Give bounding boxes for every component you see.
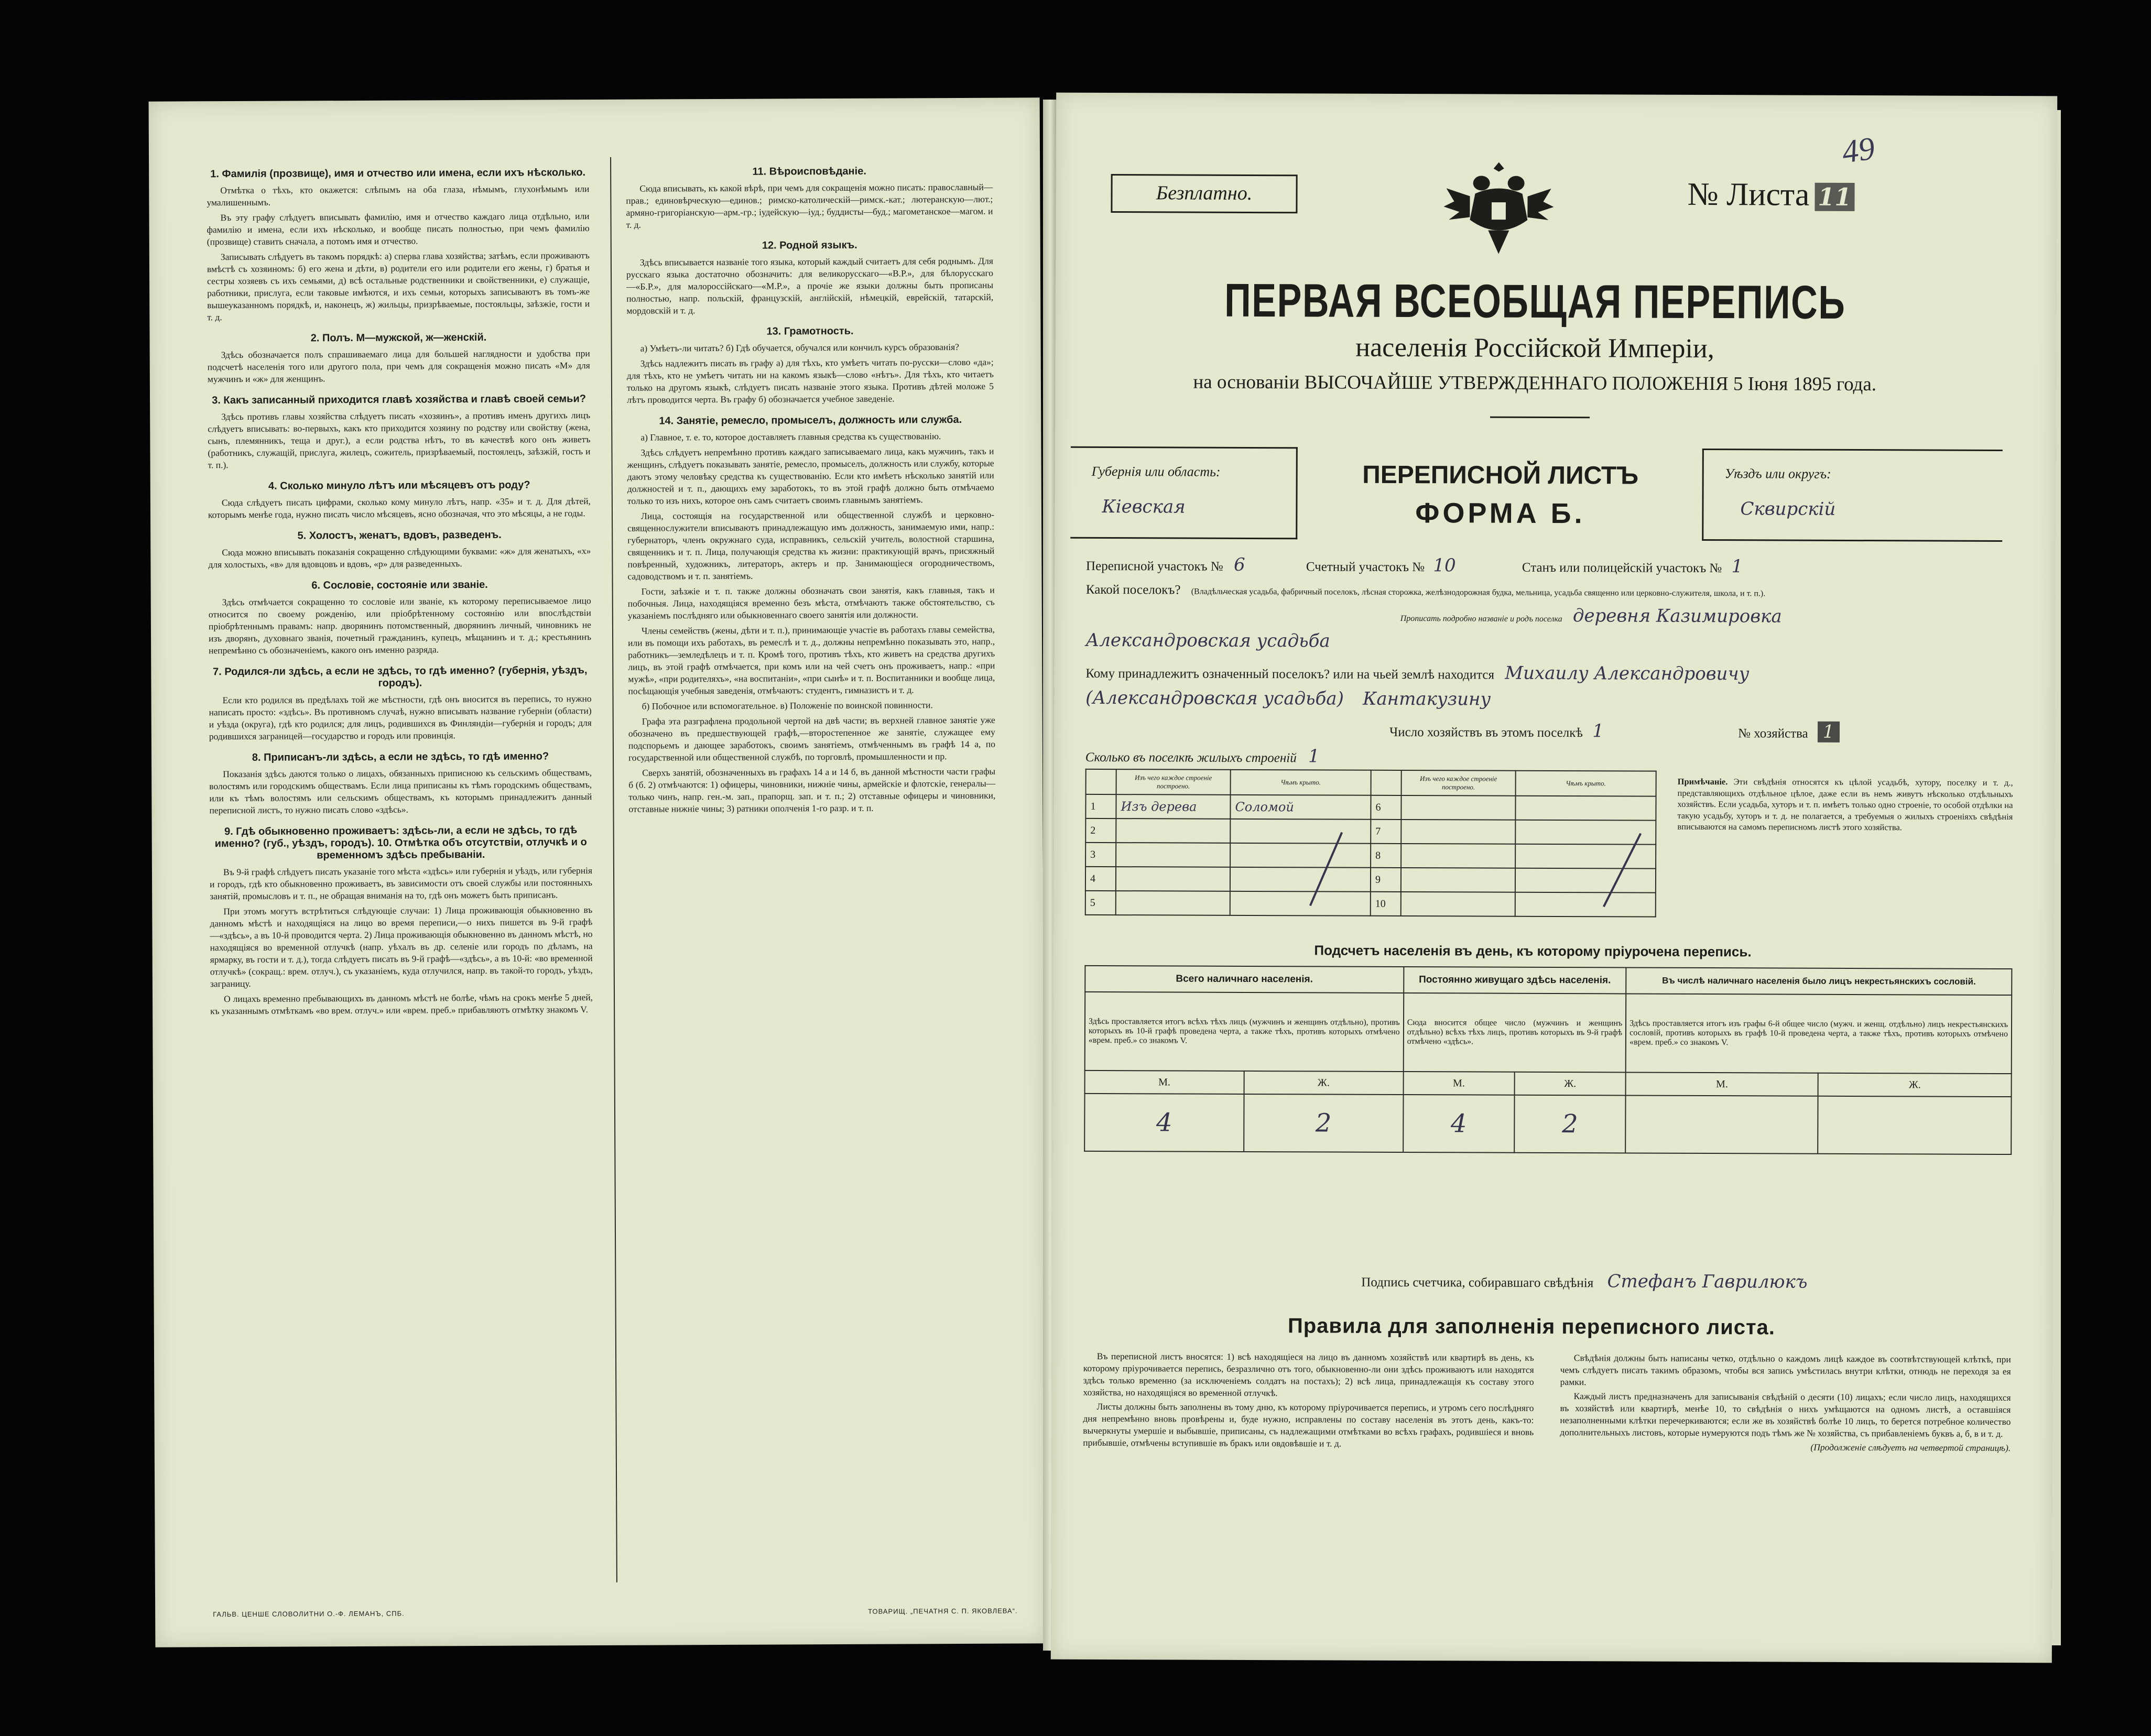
double-headed-eagle-icon [1443, 151, 1554, 257]
instruction-paragraph: Графа эта разграфлена продольной чертой на двѣ части; въ верхней главное занятіе уже обозначено въ предшествующей графѣ,—второстепенное же занятіе, служащее ему подспорьемъ и дающее заработокъ, своимъ занятіемъ, отмѣченнымъ въ графѣ 14 а, по государственной или общественной службѣ, по торговлѣ, промышленности и пр. [628, 714, 995, 763]
section-heading: 1. Фамилія (прозвище), имя и отчество или имена, если ихъ нѣсколько. [210, 167, 586, 180]
instruction-paragraph: а) Умѣетъ-ли читать? б) Гдѣ обучается, обучался или кончилъ курсъ образованія? [640, 341, 959, 354]
right-page-census-form [1051, 93, 2057, 1663]
row-number: 6 [1371, 795, 1401, 820]
instruction-paragraph: Члены семействъ (жены, дѣти и т. п.), принимающіе участіе въ работахъ главы семейства, или въ помощи ихъ работахъ, въ ремеслѣ и т. д., должны непремѣнно показывать это, напр., работникъ—земледѣлецъ и т. п. Кромѣ того, противъ тѣхъ, кто живетъ на средства другихъ лицъ, въ этой графѣ отмѣчается, при комъ или на чей счетъ онъ проживаетъ, напр.: «при мужѣ», «при родителяхъ», «на воспитаніи», «при сынѣ» и т. п. Воспитанники и вообще лица, посѣщающія учебныя заведенія, отмѣчаютъ: студентъ, гимназистъ и т. д. [628, 624, 995, 696]
census-subtitle: населенія Россійской Имперіи, [1355, 332, 1714, 364]
left-column-2 [626, 156, 995, 818]
households-value: 1 [1592, 720, 1604, 742]
row-number: 5 [1085, 891, 1116, 915]
buildings-header-material-2: Изъ чего каждое строеніе построено. [1402, 770, 1516, 796]
non-peasant-male-count [1625, 1095, 1818, 1153]
resident-female-count: 2 [1514, 1095, 1626, 1153]
signature-label: Подпись счетчика, собиравшаго свѣдѣнія [1361, 1275, 1594, 1291]
owner-label: Кому принадлежитъ означенный поселокъ? или на чьей землѣ находится [1085, 666, 1495, 682]
instruction-paragraph: Здѣсь обозначается полъ спрашиваемаго лица для большей наглядности и удобства при подсчетѣ населенія того или другого пола, при чемъ для сокращенія можно писать «М» для мужчинъ и «ж» для женщинъ. [207, 348, 590, 385]
settlement-value-2: Александровская усадьба [1085, 629, 1330, 652]
left-page-instructions [149, 97, 1047, 1647]
female-header: Ж. [1818, 1073, 2012, 1097]
male-header: М. [1085, 1071, 1244, 1094]
note-heading: Примѣчаніе. [1677, 776, 1728, 787]
building-material-value: Изъ дерева [1116, 794, 1230, 819]
present-female-count: 2 [1244, 1094, 1403, 1152]
population-count-table [1084, 965, 2012, 1155]
instruction-paragraph: Сверхъ занятій, обозначенныхъ въ графахъ 14 а и 14 б, въ данной мѣстности части графы б (б. 2) отмѣчаются: 1) офицеры, чиновники, нижніе чины, армейскіе и флотскіе, генералы—только чинъ, напр. ген.-м. зап., прапорщ. зап. и т. п.; 2) отставные офицеры и чиновники, отставные нижніе чины; 3) ратники ополченія 1-го разр. и т. п. [628, 766, 996, 814]
owner-value: Михаилу Александровичу [1505, 662, 1750, 685]
female-header: Ж. [1244, 1071, 1403, 1095]
form-subtitle: ФОРМА Б. [1415, 497, 1585, 530]
row-number: 7 [1371, 820, 1401, 844]
district-value: Сквирскій [1740, 498, 1836, 520]
instruction-paragraph: Здѣсь противъ главы хозяйства слѣдуетъ писать «хозяинъ», а противъ именъ другихъ лицъ слѣдуетъ вписывать: во-первыхъ, какъ кто приходится хозяину по родству или свойству (жена, сынъ, племянникъ, теща и друг.), а если родства нѣтъ, то въ качествѣ кого онъ живетъ (работникъ, служащій, прислуга, жилецъ, сожитель, призрѣваемый, постоялецъ, заѣзжій, гость и т. п.). [208, 410, 591, 471]
section-heading: 3. Какъ записанный приходится главѣ хозяйства и главѣ своей семьи? [212, 393, 586, 407]
row-number: 9 [1371, 868, 1401, 892]
instruction-paragraph: Здѣсь слѣдуетъ непремѣнно противъ каждаго записываемаго лица, какъ мужчинъ, такъ и женщинъ, слѣдуетъ показывать занятіе, ремесло, промыселъ, должность или службу, которые даютъ этому человѣку средства къ существованію. Если кто имѣетъ нѣсколько занятій или должностей и т. п., дающихъ ему заработокъ, то въ этой графѣ должно быть отмѣчаемо только то изъ нихъ, которое онъ самъ считаетъ своимъ главнымъ занятіемъ. [627, 445, 994, 506]
sheet-number-label: № Листа [1687, 176, 1810, 213]
settlement-line-2 [1086, 604, 1782, 627]
buildings-label: Сколько въ поселкѣ жилыхъ строеній [1085, 750, 1297, 766]
row-number: 3 [1085, 843, 1116, 867]
cross-out-strokes [1226, 827, 1725, 912]
rules-paragraph: Свѣдѣнія должны быть написаны четко, отдѣльно о каждомъ лицѣ каждое въ соотвѣтствующей клѣткѣ, при чемъ слѣдуетъ писать такимъ образомъ, чтобы вся запись умѣстилась внутри клѣтки, отнюдь не переходя за ея рамки. [1560, 1352, 2011, 1388]
rules-paragraph: Листы должны быть заполнены въ тому дню, къ которому пріурочивается перепись, и утромъ сего послѣдняго дня непремѣнно вновь провѣрены и, буде нужно, исправлены по составу населенія въ этотъ день, какъ-то: вычеркнуты умершіе и выбывшіе, приписаны, съ надлежащими отмѣтками во всѣхъ графахъ, родившіеся и вновь прибывшіе, отмѣчены вступившіе въ бракъ или овдовѣвшіе и т. д. [1083, 1401, 1534, 1449]
instruction-paragraph: Сюда слѣдуетъ писать цифрами, сколько кому минуло лѣтъ, напр. «35» и т. д. Для дѣтей, которымъ менѣе года, нужно писать число мѣсяцевъ, ясно обозначая, что это мѣсяцы, а не годы. [208, 496, 591, 520]
instruction-paragraph: Сюда вписывать, къ какой вѣрѣ, при чемъ для сокращенія можно писать: православный—прав.; единовѣрческую—единов.; римско-католическій—римск.-кат.; лютеранскую—лют.; армяно-григоріанскую—арм.-гр.; іудейскую—іуд.; буддисты—буд.; магометанское—магом. и т. д. [626, 181, 993, 230]
instruction-paragraph: Если кто родился въ предѣлахъ той же мѣстности, гдѣ онъ вносится въ перепись, то нужно написать просто: «здѣсь». Въ противномъ случаѣ, нужно вписывать название губерніи (области) и уѣзда (округа), гдѣ кто родился; для лицъ, родившихся въ Финляндіи—губернія и городъ; для родившихся заграницей—государство и городъ или провинція. [209, 693, 592, 742]
non-peasant-female-count [1818, 1096, 2012, 1154]
section-heading: 13. Грамотность. [766, 325, 854, 337]
settlement-hint: (Владѣльческая усадьба, фабричный поселокъ, лѣсная сторожка, желѣзнодорожная будка, мельница, усадьба священно или церковно-служителя, школа, и т. п.). [1191, 587, 1766, 598]
resident-male-count: 4 [1403, 1095, 1515, 1153]
census-section-value: 6 [1233, 554, 1245, 575]
printer-imprint-left: ГАЛЬВ. ЦЕНШЕ СЛОВОЛИТНИ О.-Ф. ЛЕМАНЪ, СПБ. [213, 1609, 405, 1619]
households-line [1389, 720, 1840, 743]
owner-value-3: Кантакузину [1363, 688, 1491, 710]
census-section-label: Переписной участокъ № [1086, 559, 1223, 574]
instruction-paragraph: Сюда можно вписывать показанія сокращенно слѣдующими буквами: «ж» для женатыхъ, «х» для холостыхъ, «в» для вдовцовъ и вдовъ, «р» для разведенныхъ. [208, 545, 591, 570]
instruction-paragraph: Здѣсь вписывается названіе того языка, который каждый считаетъ для себя роднымъ. Для русскаго языка достаточно обозначить: для великорусскаго—«В.Р.», для бѣлорусскаго—«Б.Р.», для малороссійскаго—«М.Р.», а прочіе же языки должны быть прописаны полностью, напр. польскій, французскій, англійскій, нѣмецкій, еврейскій, татарскій, мордовскій и т. д. [626, 255, 994, 316]
count-desc-resident: Сюда вносится общее число (мужчинъ и женщинъ отдѣльно) всѣхъ тѣхъ лицъ, противъ которыхъ въ 9-й графѣ отмѣчено «здѣсь». [1403, 993, 1626, 1072]
section-heading: 4. Сколько минуло лѣтъ или мѣсяцевъ отъ роду? [268, 479, 530, 492]
settlement-label: Какой поселокъ? [1085, 582, 1181, 597]
instruction-paragraph: Въ эту графу слѣдуетъ вписывать фамилію, имя и отчество каждаго лица отдѣльно, или фамилію и имена, если ихъ нѣсколько, и вообще писать полностью, при чемъ фамилію (прозвище) ставить сначала, а потомъ имя и отчество. [207, 211, 590, 247]
row-number: 2 [1085, 818, 1116, 843]
section-heading: 12. Родной языкъ. [762, 239, 857, 252]
instruction-paragraph: а) Главное, т. е. то, которое доставляетъ главныя средства къ существованію. [640, 431, 941, 443]
row-number: 10 [1371, 892, 1401, 916]
instruction-paragraph: Лица, состоящія на государственной или общественной службѣ и церковно-священнослужители вписываютъ принадлежащую имъ должность, занимаемую ими, напр.: губернаторъ, членъ окружнаго суда, исправникъ, сельскій учитель, волостной старшина, священникъ и т. п. Лица, получающія средства къ жизни: практикующій врачъ, присяжный повѣренный, художникъ, литераторъ, актеръ и пр. Занимающіеся огородничествомъ, садоводствомъ и т. п. занятіемъ. [627, 509, 995, 582]
household-number-label: № хозяйства [1738, 726, 1808, 741]
count-section-label: Счетный участокъ № [1306, 560, 1425, 575]
count-desc-present: Здѣсь проставляется итогъ всѣхъ тѣхъ лицъ (мужчинъ и женщинъ отдѣльно), противъ которыхъ въ 10-й графѣ проведена черта, а также тѣхъ, противъ которыхъ отмѣчено «врем. преб.» со знакомъ V. [1085, 992, 1404, 1072]
male-header: М. [1626, 1072, 1818, 1096]
district-label: Уѣздъ или округъ: [1724, 466, 1831, 482]
rules-paragraph: Въ переписной листъ вносятся: 1) всѣ находящіеся на лицо въ данномъ хозяйствѣ или квартирѣ въ день, къ которому пріурочивается перепись, безразлично отъ того, обыкновенно-ли они здѣсь проживаютъ или находятся здѣсь только временно (за исключеніемъ солдатъ на постахъ); 2) всѣ лица, принадлежащія къ составу этого хозяйства, но находящіяся во временной отлучкѣ. [1083, 1350, 1534, 1399]
police-station-value: 1 [1731, 556, 1743, 577]
building-roof-value: Соломой [1230, 795, 1371, 820]
census-title: ПЕРВАЯ ВСЕОБЩАЯ ПЕРЕПИСЬ [1224, 274, 1846, 329]
present-male-count: 4 [1084, 1094, 1244, 1152]
instruction-paragraph: Здѣсь надлежитъ писать въ графу а) для тѣхъ, кто умѣетъ читать по-русски—слово «да»; для тѣхъ, кто не умѣетъ читать ни на какомъ языкѣ—слово «нѣтъ». Для тѣхъ, кто читаетъ только на другомъ языкѣ, слѣдуетъ писать названіе этого языка. Противъ дѣтей моложе 5 лѣтъ проводится черта. Въ графу б) обозначается учебное заведеніе. [626, 356, 994, 405]
title-rule [1490, 417, 1590, 419]
census-decree-line: на основаніи ВЫСОЧАЙШЕ УТВЕРЖДЕННАГО ПОЛОЖЕНІЯ 5 Іюня 1895 года. [1193, 371, 1877, 396]
settlement-value: деревня Казимировка [1572, 605, 1782, 627]
instruction-paragraph: Гости, заѣзжіе и т. п. также должны обозначать свои занятія, какъ главныя, такъ и побочныя. Лица, находящіяся временно безъ мѣста, отмѣчаютъ также обстоятельство, съ указаніемъ послѣдняго или обыкновеннаго своего занятія или должности. [627, 584, 995, 621]
settlement-hint-2: Прописать подробно названіе и родъ поселка [1400, 614, 1562, 624]
section-heading: 5. Холостъ, женатъ, вдовъ, разведенъ. [297, 529, 502, 542]
buildings-header-material: Изъ чего каждое строеніе построено. [1116, 769, 1231, 795]
section-heading: 7. Родился-ли здѣсь, а если не здѣсь, то гдѣ именно? (губернія, уѣздъ, городъ). [213, 664, 588, 689]
printer-imprint-right: ТОВАРИЩ. „ПЕЧАТНЯ С. П. ЯКОВЛЕВА“. [868, 1607, 1018, 1615]
section-heading: 6. Сословіе, состояніе или званіе. [311, 578, 488, 592]
section-heading: 9. Гдѣ обыкновенно проживаетъ: здѣсь-ли, а если не здѣсь, то гдѣ именно? (губ., уѣздъ, городъ). 10. Отмѣтка объ отсутствіи, отлучкѣ и о временномъ здѣсь пребываніи. [214, 824, 587, 861]
continuation-note: (Продолженіе слѣдуетъ на четвертой страницѣ). [1810, 1442, 2011, 1454]
buildings-line [1085, 745, 1320, 767]
male-header: М. [1403, 1072, 1514, 1095]
instruction-paragraph: При этомъ могутъ встрѣтиться слѣдующіе случаи: 1) Лица проживающія обыкновенно въ данномъ мѣстѣ и находящіяся на лицо во время переписи,—о нихъ пишется въ 9-й графѣ—«здѣсь», а въ 10-й проводится черта. 2) Лица проживающія обыкновенно въ данномъ мѣстѣ, но находящіяся во временной отлучкѣ (напр. уѣхалъ въ др. селеніе или городъ по дѣламъ, на ярмарку, въ гости и т. д.), тогда слѣдуетъ писать въ 9-й графѣ—«здѣсь», а въ 10-й: «во временной отлучкѣ» (сокращ.: врем. отлуч.), съ указаніемъ, куда отлучился, напр. въ такой-то городъ, уѣздъ, заграницу. [210, 904, 593, 989]
instruction-paragraph: б) Побочное или вспомогательное. в) Положеніе по воинской повинности. [642, 700, 933, 712]
sheet-number-value: 11 [1815, 183, 1854, 211]
district-box [1702, 449, 2003, 542]
owner-line [1085, 661, 1749, 684]
rules-title: Правила для заполненія переписного листа. [1287, 1314, 1776, 1339]
owner-value-2: (Александровская усадьба) [1085, 687, 1344, 709]
female-header: Ж. [1515, 1072, 1626, 1096]
count-header-resident: Постоянно живущаго здѣсь населенія. [1404, 967, 1626, 993]
province-value: Кіевская [1102, 496, 1186, 518]
household-number-value: 1 [1818, 722, 1840, 743]
section-heading: 8. Приписанъ-ли здѣсь, а если не здѣсь, то гдѣ именно? [252, 750, 549, 763]
instruction-paragraph: Отмѣтка о тѣхъ, кто окажется: слѣпымъ на оба глаза, нѣмымъ, глухонѣмымъ или умалишеннымъ. [207, 183, 590, 208]
settlement-line [1086, 583, 1765, 600]
note-text: Эти свѣдѣнія относятся къ цѣлой усадьбѣ, хутору, поселку и т. д., представляющихъ отдѣльное цѣлое, даже если въ немъ живутъ нѣсколько отдѣльныхъ хозяйствъ. Если усадьба, хуторъ и т. п. имѣетъ только одно строеніе, то особой отдѣлки на такую усадьбу, хуторъ и т. д. не полагается, а требуемыя о жилыхъ строеніяхъ свѣдѣнія вписываются на самомъ переписномъ листѣ этого хозяйства. [1677, 777, 2013, 833]
population-count-title: Подсчетъ населенія въ день, къ которому пріурочена перепись. [1314, 942, 1752, 960]
buildings-value: 1 [1308, 746, 1320, 767]
left-column-1 [207, 157, 593, 1020]
settlement-line-3 [1086, 630, 1330, 652]
instruction-paragraph: Записывать слѣдуетъ въ такомъ порядкѣ: а) сперва глава хозяйства; затѣмъ, если проживаютъ вмѣстѣ съ хозяиномъ: б) его жена и дѣти, в) родители его или родители его жены, г) братья и сестры хозяевъ съ ихъ семьями, д) всѣ остальные родственники и свойственники, е) служащіе, работники, прислуга, если таковые имѣются, и ихъ семьи, которыхъ записываютъ въ томъ-же вышеуказанномъ порядкѣ, и, наконецъ, ж) жильцы, призрѣваемые, постояльцы, заѣзжіе, гости и т. д. [207, 250, 590, 323]
count-header-non-peasant: Въ числѣ наличнаго населенія было лицъ некрестьянскихъ сословій. [1626, 967, 2012, 995]
province-box [1070, 446, 1298, 540]
count-desc-non-peasant: Здѣсь проставляется итогъ изъ графы 6-й общее число (мужч. и женщ. отдѣльно) лицъ некрестьянскихъ сословій, противъ которыхъ въ графѣ 10-й проведена черта, а также тѣхъ, противъ которыхъ отмѣчено «врем. преб.» со знакомъ V. [1626, 993, 2012, 1074]
form-heading [1301, 455, 1699, 530]
count-section-value: 10 [1433, 555, 1456, 576]
section-heading: 2. Полъ. М—мужской, ж—женскій. [310, 331, 487, 344]
province-label: Губернія или область: [1091, 463, 1221, 479]
count-header-present: Всего наличнаго населенія. [1085, 966, 1404, 993]
section-heading: 11. Вѣроисповѣданіе. [752, 165, 866, 178]
sheet-number [1687, 176, 1854, 214]
enumerator-signature-line [1361, 1270, 1807, 1293]
households-label: Число хозяйствъ въ этомъ поселкѣ [1389, 725, 1583, 740]
buildings-note [1677, 776, 2013, 834]
buildings-header-roof-2: Чѣмъ крыто. [1516, 771, 1656, 796]
section-heading: 14. Занятіе, ремесло, промыселъ, должность или служба. [659, 413, 962, 427]
row-number: 8 [1371, 844, 1401, 868]
instruction-paragraph: Показанія здѣсь даются только о лицахъ, обязанныхъ приписною къ сельскимъ обществамъ, волостямъ или городскимъ обществамъ. Если лица приписаны къ тѣмъ городскимъ обществамъ, или къ тѣмъ волостямъ или сельскимъ обществамъ, къ которымъ принадлежитъ данный переписной листъ, то нужно писать слово «здѣсь». [209, 767, 592, 816]
table-row [1084, 1094, 2011, 1154]
police-station-label: Станъ или полицейскій участокъ № [1522, 560, 1722, 576]
instruction-paragraph: О лицахъ временно пребывающихъ въ данномъ мѣстѣ не болѣе, чѣмъ на срокъ менѣе 5 дней, къ указаннымъ отмѣткамъ «во врем. отлуч.» или «врем. преб.» прибавляютъ отмѣтку знакомъ V. [210, 992, 593, 1017]
buildings-header-roof: Чѣмъ крыто. [1231, 770, 1371, 795]
owner-line-2 [1085, 687, 1491, 710]
instruction-paragraph: Здѣсь отмѣчается сокращенно то сословіе или званіе, къ которому переписываемое лицо относится по своему рожденію, или пріобрѣтенному состоянію или впослѣдствіи пріобрѣтеннымъ правамъ: напр. дворянинъ потомственный, дворянинъ личный, чиновникъ не изъ дворянъ, духовнаго званія, почетный гражданинъ, купецъ, мѣщанинъ и т. д.; крестьянинъ непремѣнно съ обозначеніемъ, какого онъ именно разряда. [208, 595, 592, 656]
row-number: 4 [1085, 867, 1116, 891]
column-divider [610, 157, 617, 1582]
census-section-line [1086, 554, 1743, 577]
instruction-paragraph: Въ 9-й графѣ слѣдуетъ писать указаніе того мѣста «здѣсь» или губернія и уѣздъ, или губернія и городъ, гдѣ кто обыкновенно проживаетъ, въ зависимости отъ своей службы или постоянныхъ занятій, промысловъ и т. п., не обращая вниманія на то, гдѣ онъ можетъ быть приписанъ. [210, 865, 593, 902]
handwritten-folio-number: 49 [1840, 130, 1877, 170]
rules-column-2 [1560, 1352, 2011, 1456]
signature-value: Стефанъ Гаврилюкъ [1607, 1271, 1808, 1293]
table-row [1085, 794, 1656, 821]
rules-column-1 [1083, 1350, 1534, 1453]
form-title: ПЕРЕПИСНОЙ ЛИСТЪ [1362, 461, 1639, 490]
free-of-charge-stamp: Безплатно. [1111, 174, 1297, 213]
rules-paragraph: Каждый листъ предназначенъ для записыванія свѣдѣній о десяти (10) лицахъ; если число лицъ, находящихся въ хозяйствѣ или квартирѣ, менѣе 10, то свѣдѣнія о нихъ умѣщаются на одномъ листѣ, а оставшіяся незаполненными клѣтки перечеркиваются; если же въ хозяйствѣ болѣе 10 лицъ, то берется потребное количество дополнительныхъ листовъ, которые нумеруются подъ тѣмъ же № хозяйства, съ прибавленіемъ буквъ а, б, в и т. д. [1560, 1391, 2011, 1439]
row-number: 1 [1085, 794, 1116, 818]
